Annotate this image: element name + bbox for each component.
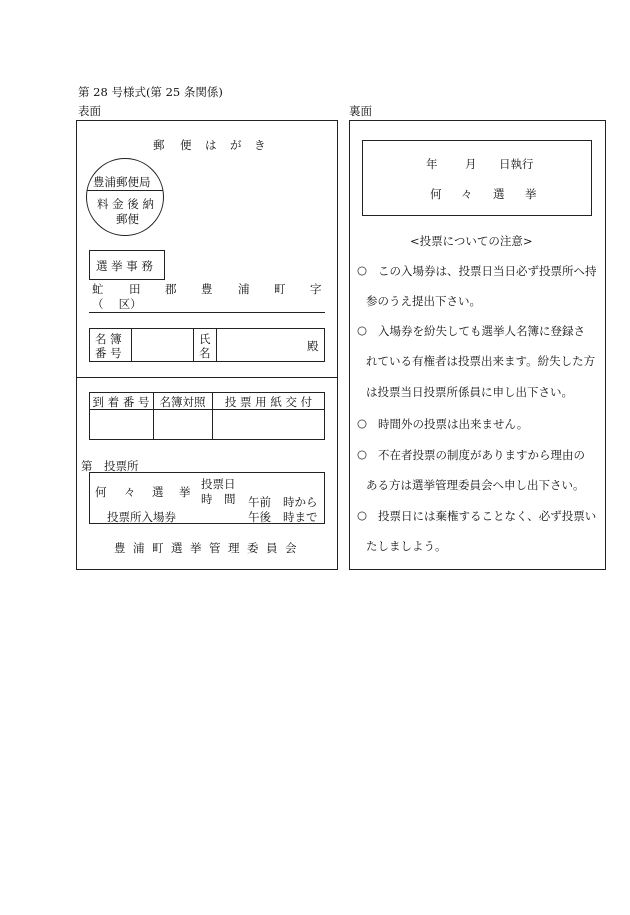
address-char: 浦 xyxy=(238,282,250,296)
committee-char: 委 xyxy=(247,541,259,555)
election-date-box xyxy=(362,140,592,216)
postcard-header-char: が xyxy=(230,138,242,152)
election-name-char: 挙 xyxy=(525,187,537,201)
am-from: 時から xyxy=(283,495,318,509)
date-month: 月 xyxy=(465,157,477,171)
ward-field: （ 区） xyxy=(92,297,142,311)
date-year: 年 xyxy=(426,157,438,171)
postcard-header-char: は xyxy=(205,138,217,152)
name-label-1: 氏 xyxy=(199,332,211,346)
note-line: ある方は選挙管理委員会へ申し出下さい。 xyxy=(366,478,585,492)
election-name-char: 何 xyxy=(95,485,107,499)
registry-divider xyxy=(216,328,217,362)
form-title: 第 28 号様式(第 25 条関係) xyxy=(78,85,223,99)
note-line: この入場券は、投票日当日必ず投票所へ持 xyxy=(378,264,597,278)
election-name-char: 々 xyxy=(124,485,136,499)
note-line: たしましよう。 xyxy=(366,539,447,553)
committee-char: 挙 xyxy=(190,541,202,555)
registry-divider xyxy=(131,328,132,362)
date-day-held: 日執行 xyxy=(499,157,534,171)
bullet-icon: ○ xyxy=(357,508,368,522)
committee-char: 豊 xyxy=(114,541,126,555)
note-line: 投票日には棄権することなく、必ず投票い xyxy=(378,509,597,523)
address-char: 郡 xyxy=(165,282,177,296)
election-name-char: 々 xyxy=(461,187,473,201)
postmark-divider xyxy=(87,190,163,191)
committee-char: 浦 xyxy=(133,541,145,555)
front-section-divider xyxy=(76,377,338,378)
registry-label-1: 名 簿 xyxy=(95,332,122,346)
postcard-header-char: 便 xyxy=(180,138,192,152)
receipt-header-arrival: 到 着 番 号 xyxy=(92,395,150,409)
address-char: 町 xyxy=(274,282,286,296)
address-char: 字 xyxy=(310,282,322,296)
front-label: 表面 xyxy=(78,104,101,118)
committee-char: 町 xyxy=(152,541,164,555)
election-office-label: 選 挙 事 務 xyxy=(96,259,153,273)
back-label: 裏面 xyxy=(349,104,372,118)
postmark-line2: 郵便 xyxy=(116,212,139,226)
committee-char: 理 xyxy=(228,541,240,555)
election-name-char: 何 xyxy=(430,187,442,201)
bullet-icon: ○ xyxy=(357,447,368,461)
note-line: は投票当日投票所係員に申し出下さい。 xyxy=(366,385,573,399)
note-line: 入場券を紛失しても選挙人名簿に登録さ xyxy=(378,324,585,338)
address-char: 田 xyxy=(129,282,141,296)
note-line: 参のうえ提出下さい。 xyxy=(366,294,481,308)
note-line: れている有権者は投票出来ます。紛失した方 xyxy=(366,354,596,368)
bullet-icon: ○ xyxy=(357,416,368,430)
registry-divider xyxy=(193,328,194,362)
name-label-2: 名 xyxy=(199,346,211,360)
voting-day-label: 投票日 xyxy=(201,477,236,491)
address-underline xyxy=(89,312,325,313)
honorific: 殿 xyxy=(307,339,319,353)
registry-label-2: 番 号 xyxy=(95,346,122,360)
committee-char: 管 xyxy=(209,541,221,555)
polling-place-label: 第 投票所 xyxy=(81,459,139,473)
postcard-header-char: 郵 xyxy=(153,138,165,152)
bullet-icon: ○ xyxy=(357,263,368,277)
receipt-header-ballot-issue: 投 票 用 紙 交 付 xyxy=(224,395,313,409)
note-line: 時間外の投票は出来ません。 xyxy=(378,417,529,431)
election-name-char: 挙 xyxy=(179,485,191,499)
note-line: 不在者投票の制度がありますから理由の xyxy=(378,448,585,462)
postcard-header-char: き xyxy=(254,138,266,152)
committee-char: 員 xyxy=(266,541,278,555)
election-name-char: 選 xyxy=(493,187,505,201)
notes-title: <投票についての注意> xyxy=(410,234,533,248)
postmark-office: 豊浦郵便局 xyxy=(93,175,151,189)
committee-char: 選 xyxy=(171,541,183,555)
address-char: 豊 xyxy=(201,282,213,296)
address-char: 虻 xyxy=(92,282,104,296)
ticket-label: 投票所入場券 xyxy=(107,510,176,524)
pm-label: 午後 xyxy=(248,510,271,524)
pm-until: 時まで xyxy=(283,510,318,524)
election-name-char: 選 xyxy=(152,485,164,499)
committee-char: 会 xyxy=(285,541,297,555)
postmark-line1: 料 金 後 納 xyxy=(97,197,154,211)
receipt-header-registry-check: 名簿対照 xyxy=(159,395,206,409)
bullet-icon: ○ xyxy=(357,323,368,337)
time-label: 時 間 xyxy=(201,492,236,506)
am-label: 午前 xyxy=(248,495,271,509)
